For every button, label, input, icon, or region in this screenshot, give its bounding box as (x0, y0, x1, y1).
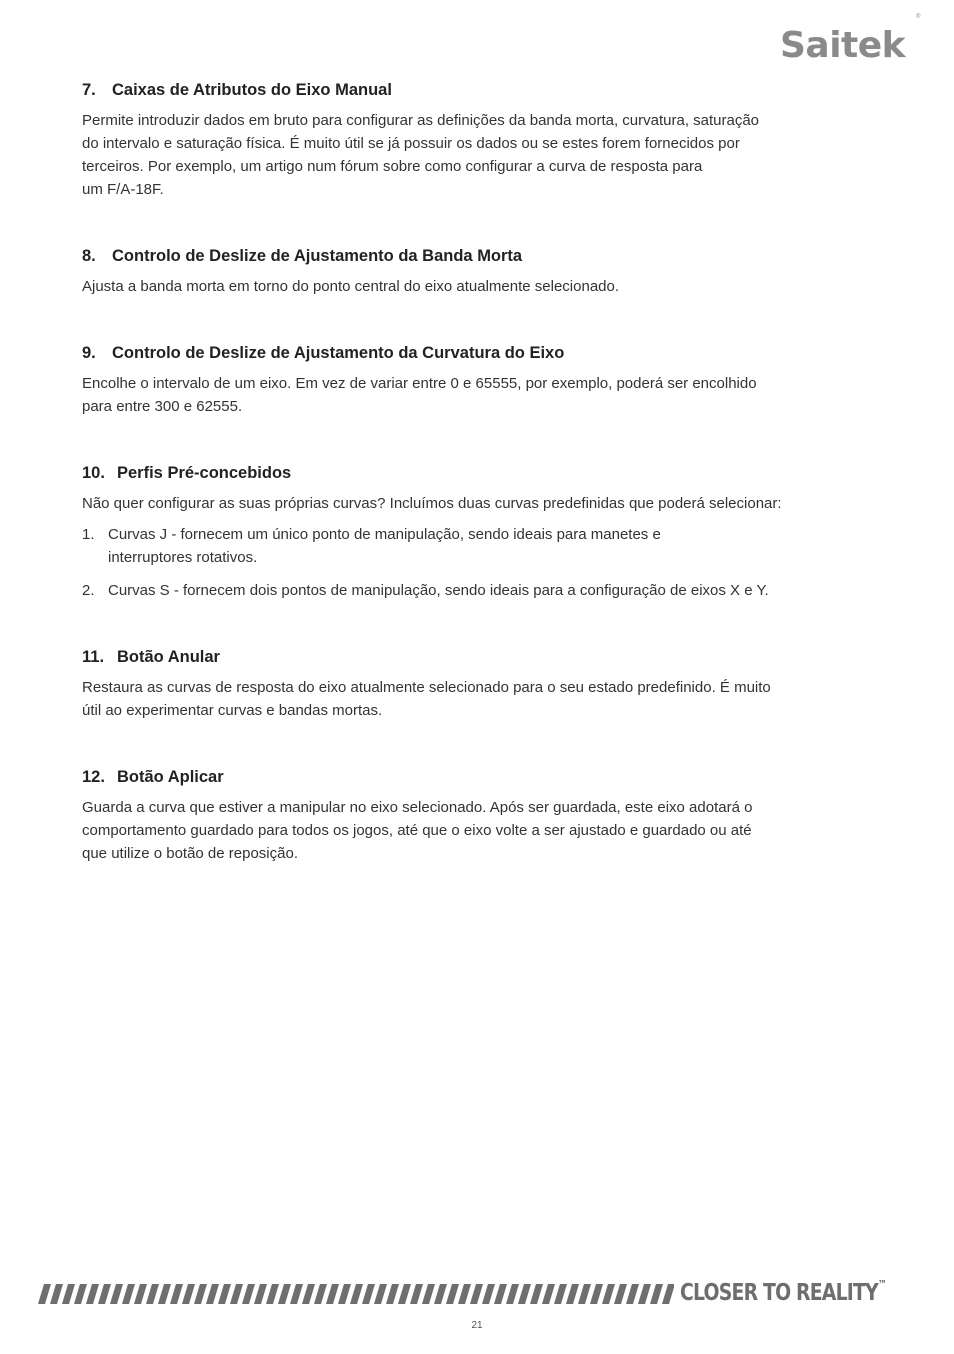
stripe (386, 1284, 399, 1304)
stripe (182, 1284, 195, 1304)
section-number: 12. (82, 768, 105, 786)
list-item-number: 1. (82, 526, 95, 543)
section-number: 9. (82, 344, 96, 362)
stripe (434, 1284, 447, 1304)
stripes-decoration-icon (38, 1284, 674, 1304)
section-title: Botão Aplicar (117, 768, 224, 786)
section-paragraph (82, 796, 882, 865)
section-title: Perfis Pré-concebidos (117, 464, 292, 482)
paragraph-line: para entre 300 e 62555. (82, 398, 243, 415)
stripe (482, 1284, 495, 1304)
stripe (518, 1284, 531, 1304)
stripe (242, 1284, 255, 1304)
section-title: Controlo de Deslize de Ajustamento da Banda Morta (112, 247, 523, 265)
section-number: 7. (82, 81, 96, 99)
stripe (314, 1284, 327, 1304)
stripe (146, 1284, 159, 1304)
list-item-line: Curvas S - fornecem dois pontos de manipulação, sendo ideais para a configuração de eixos X e Y. (108, 582, 769, 599)
stripe (470, 1284, 483, 1304)
stripe (650, 1284, 663, 1304)
section-heading (82, 245, 882, 267)
stripe (290, 1284, 303, 1304)
section-12 (82, 766, 882, 865)
stripe (110, 1284, 123, 1304)
list-item-line: Curvas J - fornecem um único ponto de manipulação, sendo ideais para manetes e (108, 526, 661, 543)
stripe (398, 1284, 411, 1304)
document-body (82, 79, 882, 865)
stripe (554, 1284, 567, 1304)
paragraph-line: Ajusta a banda morta em torno do ponto central do eixo atualmente selecionado. (82, 278, 620, 295)
stripe (134, 1284, 147, 1304)
stripe (122, 1284, 135, 1304)
list-item (82, 523, 882, 569)
stripe (362, 1284, 375, 1304)
stripe (446, 1284, 459, 1304)
stripe (38, 1284, 51, 1304)
paragraph-line: comportamento guardado para todos os jogos, até que o eixo volte a ser ajustado e guardado ou até (82, 822, 752, 839)
section-10 (82, 462, 882, 602)
stripe (326, 1284, 339, 1304)
paragraph-line: Permite introduzir dados em bruto para configurar as definições da banda morta, curvatura, saturação (82, 112, 760, 129)
stripe (422, 1284, 435, 1304)
paragraph-line: que utilize o botão de reposição. (82, 845, 298, 862)
stripe (74, 1284, 87, 1304)
stripe (62, 1284, 75, 1304)
stripe (266, 1284, 279, 1304)
stripe (86, 1284, 99, 1304)
stripe (230, 1284, 243, 1304)
stripe (506, 1284, 519, 1304)
stripe (578, 1284, 591, 1304)
section-title: Controlo de Deslize de Ajustamento da Curvatura do Eixo (112, 344, 565, 362)
stripe (566, 1284, 579, 1304)
stripe (206, 1284, 219, 1304)
preset-list (82, 523, 882, 602)
section-title: Caixas de Atributos do Eixo Manual (112, 81, 392, 99)
stripe (614, 1284, 627, 1304)
section-paragraph (82, 492, 882, 515)
page-number: 21 (471, 1320, 483, 1331)
section-number: 8. (82, 247, 96, 265)
stripe (170, 1284, 183, 1304)
section-paragraph (82, 275, 882, 298)
stripe (158, 1284, 171, 1304)
stripe (50, 1284, 63, 1304)
section-number: 11. (82, 648, 105, 666)
stripe (626, 1284, 639, 1304)
section-11 (82, 646, 882, 722)
paragraph-line: Restaura as curvas de resposta do eixo atualmente selecionado para o seu estado predefinido. É muito (82, 679, 771, 696)
stripe (602, 1284, 615, 1304)
section-heading (82, 766, 882, 788)
stripe (542, 1284, 555, 1304)
registered-mark: ® (916, 14, 921, 20)
stripe (410, 1284, 423, 1304)
paragraph-line: Guarda a curva que estiver a manipular no eixo selecionado. Após ser guardada, este eixo adotará o (82, 799, 753, 816)
paragraph-line: Não quer configurar as suas próprias curvas? Incluímos duas curvas predefinidas que poderá selecionar: (82, 495, 782, 512)
stripe (374, 1284, 387, 1304)
paragraph-line: um F/A-18F. (82, 181, 164, 198)
stripe (590, 1284, 603, 1304)
list-item-number: 2. (82, 582, 95, 599)
stripe (662, 1284, 674, 1304)
stripe (458, 1284, 471, 1304)
stripe (350, 1284, 363, 1304)
section-9 (82, 342, 882, 418)
list-item (82, 579, 882, 602)
stripe (218, 1284, 231, 1304)
stripe (98, 1284, 111, 1304)
section-paragraph (82, 372, 882, 418)
section-heading (82, 79, 882, 101)
tagline (680, 1280, 886, 1306)
paragraph-line: útil ao experimentar curvas e bandas mortas. (82, 702, 383, 719)
stripe (302, 1284, 315, 1304)
section-8 (82, 245, 882, 298)
stripe (530, 1284, 543, 1304)
stripe (194, 1284, 207, 1304)
trademark-mark: ™ (877, 1278, 887, 1291)
section-heading (82, 646, 882, 668)
stripe (254, 1284, 267, 1304)
saitek-logo: Saitek (780, 25, 906, 66)
section-paragraph (82, 109, 882, 201)
paragraph-line: do intervalo e saturação física. É muito útil se já possuir os dados ou se estes forem fornecidos por (82, 135, 740, 152)
tagline-text: CLOSER TO REALITY (680, 1280, 878, 1306)
section-number: 10. (82, 464, 105, 482)
paragraph-line: Encolhe o intervalo de um eixo. Em vez de variar entre 0 e 65555, por exemplo, poderá ser encolhido (82, 375, 757, 392)
stripe (494, 1284, 507, 1304)
paragraph-line: terceiros. Por exemplo, um artigo num fórum sobre como configurar a curva de resposta para (82, 158, 703, 175)
section-heading (82, 462, 882, 484)
stripe (638, 1284, 651, 1304)
section-heading (82, 342, 882, 364)
section-title: Botão Anular (117, 648, 220, 666)
list-item-line: interruptores rotativos. (108, 549, 258, 566)
stripe (278, 1284, 291, 1304)
stripe (338, 1284, 351, 1304)
section-7 (82, 79, 882, 201)
section-paragraph (82, 676, 882, 722)
